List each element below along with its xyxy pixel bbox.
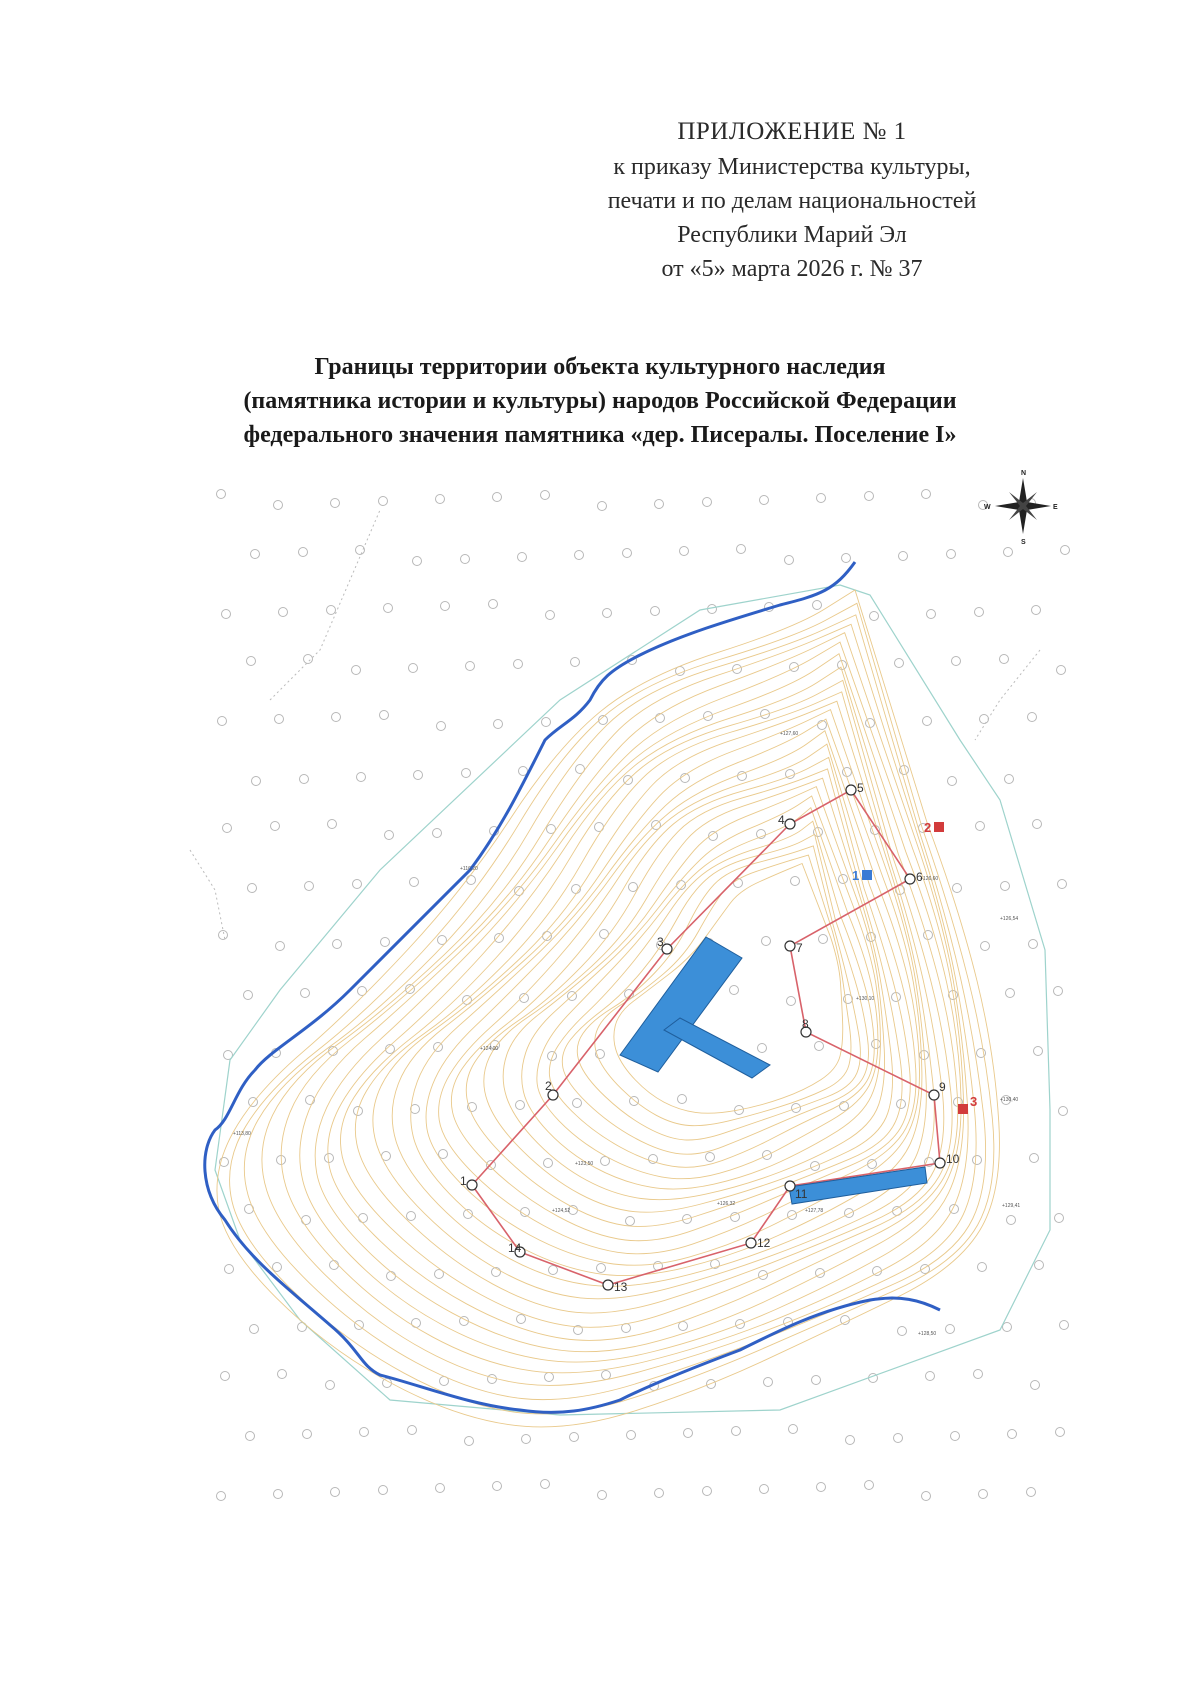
- dotted-line: [975, 650, 1040, 740]
- grid-marker: [332, 713, 341, 722]
- appendix-line-2: печати и по делам национальностей: [607, 188, 977, 214]
- grid-marker: [304, 655, 313, 664]
- contour-line: [340, 680, 952, 1327]
- elevation-label: +127,78: [805, 1208, 824, 1214]
- appendix-line-1: к приказу Министерства культуры,: [613, 154, 971, 180]
- compass-rose: [984, 470, 1058, 546]
- elevation-label: +116,20: [460, 866, 478, 872]
- grid-marker: [331, 1488, 340, 1497]
- grid-marker: [978, 1263, 987, 1272]
- grid-marker: [217, 490, 226, 499]
- elevation-label: +126,54: [1000, 916, 1019, 922]
- grid-marker: [381, 938, 390, 947]
- grid-marker: [225, 1265, 234, 1274]
- compass-e: E: [1053, 504, 1058, 511]
- grid-marker: [436, 495, 445, 504]
- grid-marker: [223, 824, 232, 833]
- grid-marker: [252, 777, 261, 786]
- grid-marker: [360, 1428, 369, 1437]
- elevation-label: +124,00: [480, 1046, 499, 1052]
- grid-marker: [731, 1213, 740, 1222]
- grid-marker: [764, 1378, 773, 1387]
- grid-marker: [271, 822, 280, 831]
- grid-marker: [760, 496, 769, 505]
- boundary-point-label: 6: [916, 870, 923, 884]
- contour-line: [614, 864, 843, 1114]
- grid-marker: [1061, 546, 1070, 555]
- grid-marker: [953, 884, 962, 893]
- grid-marker: [980, 715, 989, 724]
- grid-marker: [384, 604, 393, 613]
- grid-marker: [947, 550, 956, 559]
- grid-marker: [656, 714, 665, 723]
- grid-marker: [573, 1099, 582, 1108]
- boundary-point-label: 10: [946, 1152, 960, 1166]
- grid-marker: [706, 1153, 715, 1162]
- grid-marker: [299, 548, 308, 557]
- grid-marker: [441, 602, 450, 611]
- grid-marker: [1027, 1488, 1036, 1497]
- grid-marker: [626, 1217, 635, 1226]
- grid-marker: [437, 722, 446, 731]
- grid-marker: [407, 1212, 416, 1221]
- grid-marker: [412, 1319, 421, 1328]
- grid-marker: [300, 775, 309, 784]
- elevation-label: +130,40: [1000, 1097, 1019, 1103]
- grid-marker: [303, 1430, 312, 1439]
- grid-marker: [356, 546, 365, 555]
- grid-marker: [737, 545, 746, 554]
- grid-marker: [680, 547, 689, 556]
- grid-marker: [895, 659, 904, 668]
- grid-marker: [516, 1101, 525, 1110]
- grid-marker: [515, 887, 524, 896]
- grid-marker: [1060, 1321, 1069, 1330]
- grid-marker: [1054, 987, 1063, 996]
- compass-s: S: [1021, 539, 1026, 546]
- grid-marker: [678, 1095, 687, 1104]
- grid-marker: [436, 1484, 445, 1493]
- grid-marker: [651, 607, 660, 616]
- grid-marker: [759, 1271, 768, 1280]
- grid-marker: [1035, 1261, 1044, 1270]
- grid-marker: [549, 1266, 558, 1275]
- grid-marker: [1031, 1381, 1040, 1390]
- grid-marker: [845, 1209, 854, 1218]
- grid-marker: [352, 666, 361, 675]
- grid-marker: [411, 1105, 420, 1114]
- grid-marker: [218, 717, 227, 726]
- boundary-point-13: [603, 1280, 613, 1290]
- grid-marker: [274, 1490, 283, 1499]
- grid-marker: [927, 610, 936, 619]
- grid-marker: [379, 1486, 388, 1495]
- grid-marker: [981, 942, 990, 951]
- grid-marker: [684, 1429, 693, 1438]
- grid-marker: [494, 720, 503, 729]
- title-line-1: Границы территории объекта культурного наследия: [314, 354, 886, 380]
- grid-marker: [1033, 820, 1042, 829]
- elevation-label: +124,52: [552, 1208, 571, 1214]
- grid-marker: [359, 1214, 368, 1223]
- grid-marker: [409, 664, 418, 673]
- grid-marker: [815, 1042, 824, 1051]
- grid-marker: [330, 1261, 339, 1270]
- grid-marker: [951, 1432, 960, 1441]
- grid-marker: [1001, 882, 1010, 891]
- elevation-label: +123,50: [575, 1161, 594, 1167]
- marker-2-label: 2: [924, 820, 932, 835]
- contour-line: [217, 590, 999, 1427]
- grid-marker: [385, 831, 394, 840]
- grid-marker: [462, 769, 471, 778]
- contour-lines: [217, 590, 999, 1427]
- boundary-point-10: [935, 1158, 945, 1168]
- boundary-point-4: [785, 819, 795, 829]
- grid-marker: [570, 1433, 579, 1442]
- grid-marker: [841, 1316, 850, 1325]
- grid-marker: [1000, 655, 1009, 664]
- boundary-point-label: 13: [614, 1280, 628, 1294]
- grid-marker: [789, 1425, 798, 1434]
- grid-marker: [623, 549, 632, 558]
- grid-marker: [1057, 666, 1066, 675]
- grid-marker: [974, 1370, 983, 1379]
- grid-marker: [870, 612, 879, 621]
- grid-marker: [467, 876, 476, 885]
- grid-marker: [785, 556, 794, 565]
- grid-marker: [1029, 940, 1038, 949]
- grid-marker: [465, 1437, 474, 1446]
- marker-3-square: [958, 1104, 968, 1114]
- grid-marker: [703, 498, 712, 507]
- boundary-point-12: [746, 1238, 756, 1248]
- grid-marker: [819, 935, 828, 944]
- boundary-point-9: [929, 1090, 939, 1100]
- marker-3-label: 3: [970, 1094, 978, 1109]
- grid-marker: [1032, 606, 1041, 615]
- grid-marker: [787, 997, 796, 1006]
- grid-marker: [1028, 713, 1037, 722]
- grid-marker: [846, 1436, 855, 1445]
- grid-marker: [575, 551, 584, 560]
- marker-1-square: [862, 870, 872, 880]
- grid-marker: [248, 884, 257, 893]
- grid-marker: [489, 600, 498, 609]
- grid-marker: [326, 1381, 335, 1390]
- boundary-point-label: 11: [795, 1187, 808, 1201]
- boundary-point-label: 7: [796, 941, 803, 955]
- grid-marker: [276, 942, 285, 951]
- grid-marker: [325, 1154, 334, 1163]
- grid-marker: [1056, 1428, 1065, 1437]
- grid-marker: [221, 1372, 230, 1381]
- boundary-point-label: 4: [778, 813, 785, 827]
- grid-marker: [899, 552, 908, 561]
- grid-marker: [545, 1373, 554, 1382]
- grid-marker: [1004, 548, 1013, 557]
- appendix-number: ПРИЛОЖЕНИЕ № 1: [677, 118, 907, 145]
- grid-marker: [305, 882, 314, 891]
- dotted-line: [190, 850, 225, 940]
- grid-marker: [222, 610, 231, 619]
- grid-marker: [387, 1272, 396, 1281]
- grid-marker: [842, 554, 851, 563]
- grid-marker: [1005, 775, 1014, 784]
- grid-marker: [408, 1426, 417, 1435]
- grid-marker: [219, 931, 228, 940]
- grid-marker: [461, 555, 470, 564]
- grid-marker: [278, 1370, 287, 1379]
- grid-marker: [433, 829, 442, 838]
- boundary-point-5: [846, 785, 856, 795]
- grid-marker: [327, 606, 336, 615]
- grid-marker: [813, 601, 822, 610]
- site-map: [0, 470, 1200, 1560]
- contour-line: [577, 846, 860, 1140]
- boundary-point-7: [785, 941, 795, 951]
- grid-marker: [274, 501, 283, 510]
- grid-marker: [598, 502, 607, 511]
- grid-marker: [217, 1492, 226, 1501]
- title-line-2: (памятника истории и культуры) народов Российской Федерации: [243, 388, 957, 414]
- grid-marker: [522, 1435, 531, 1444]
- grid-marker: [872, 1040, 881, 1049]
- grid-marker: [973, 1156, 982, 1165]
- grid-marker: [1059, 1107, 1068, 1116]
- dotted-line: [270, 510, 380, 700]
- grid-marker: [302, 1216, 311, 1225]
- grid-marker: [730, 986, 739, 995]
- grid-marker: [518, 553, 527, 562]
- grid-marker: [975, 608, 984, 617]
- boundary-point-label: 8: [802, 1017, 809, 1031]
- grid-marker: [1034, 1047, 1043, 1056]
- grid-marker: [246, 1432, 255, 1441]
- grid-marker: [353, 880, 362, 889]
- grid-marker: [1006, 989, 1015, 998]
- grid-marker: [898, 1327, 907, 1336]
- contour-line: [355, 692, 943, 1313]
- grid-marker: [1008, 1430, 1017, 1439]
- grid-marker: [493, 1482, 502, 1491]
- grid-marker: [865, 1481, 874, 1490]
- grid-marker: [679, 1322, 688, 1331]
- grid-marker: [488, 1375, 497, 1384]
- elevation-label: +127,60: [780, 731, 799, 737]
- grid-marker: [493, 493, 502, 502]
- grid-marker: [948, 777, 957, 786]
- boundary-point-11: [785, 1181, 795, 1191]
- compass-w: W: [984, 504, 991, 511]
- boundary-point-6: [905, 874, 915, 884]
- grid-marker: [410, 878, 419, 887]
- elevation-label: +130,10: [856, 996, 875, 1002]
- grid-marker: [571, 658, 580, 667]
- grid-marker: [548, 1052, 557, 1061]
- grid-marker: [602, 1371, 611, 1380]
- grid-marker: [541, 1480, 550, 1489]
- marker-2: [924, 820, 944, 835]
- elevation-label: +113,80: [233, 1131, 251, 1137]
- grid-marker: [655, 500, 664, 509]
- grid-marker: [926, 1372, 935, 1381]
- boundary-point-1: [467, 1180, 477, 1190]
- grid-marker: [273, 1263, 282, 1272]
- grid-marker: [865, 492, 874, 501]
- grid-marker: [791, 877, 800, 886]
- grid-marker: [495, 934, 504, 943]
- grid-marker: [251, 550, 260, 559]
- grid-marker: [380, 711, 389, 720]
- grid-marker: [1055, 1214, 1064, 1223]
- grid-marker: [328, 820, 337, 829]
- appendix-header: [532, 118, 1052, 286]
- boundary-point-label: 1: [460, 1174, 467, 1188]
- grid-marker: [546, 611, 555, 620]
- grid-marker: [250, 1325, 259, 1334]
- grid-marker: [627, 1431, 636, 1440]
- grid-marker: [379, 497, 388, 506]
- appendix-line-4: от «5» марта 2026 г. № 37: [661, 256, 923, 282]
- grid-marker: [922, 490, 931, 499]
- grid-marker: [976, 822, 985, 831]
- grid-marker: [597, 1264, 606, 1273]
- grid-marker: [979, 1490, 988, 1499]
- grid-marker: [357, 773, 366, 782]
- grid-marker: [1007, 1216, 1016, 1225]
- grid-marker: [603, 609, 612, 618]
- grid-marker: [247, 657, 256, 666]
- boundary-point-label: 3: [657, 935, 664, 949]
- marker-1-label: 1: [852, 868, 860, 883]
- boundary-point-label: 12: [757, 1236, 771, 1250]
- grid-marker: [544, 1159, 553, 1168]
- grid-marker: [598, 1491, 607, 1500]
- grid-marker: [1003, 1323, 1012, 1332]
- elevation-label: +126,32: [717, 1201, 736, 1207]
- grid-marker: [1030, 1154, 1039, 1163]
- grid-marker: [655, 1489, 664, 1498]
- grid-marker: [817, 1483, 826, 1492]
- boundary-point-label: 14: [508, 1241, 522, 1255]
- excavation-trench-south: [789, 1167, 927, 1204]
- grid-marker: [301, 989, 310, 998]
- grid-marker: [414, 771, 423, 780]
- compass-n: N: [1021, 470, 1027, 477]
- grid-marker: [894, 1434, 903, 1443]
- grid-marker: [732, 1427, 741, 1436]
- grid-marker: [703, 1487, 712, 1496]
- boundary-point-label: 2: [545, 1079, 552, 1093]
- grid-marker: [758, 1044, 767, 1053]
- document-title: [120, 350, 1080, 452]
- grid-marker: [629, 883, 638, 892]
- grid-marker: [244, 991, 253, 1000]
- boundary-point-label: 9: [939, 1080, 946, 1094]
- grid-marker: [817, 494, 826, 503]
- grid-marker: [331, 499, 340, 508]
- grid-marker: [439, 1150, 448, 1159]
- grid-marker: [762, 937, 771, 946]
- grid-marker: [413, 557, 422, 566]
- marker-2-square: [934, 822, 944, 832]
- elevation-label: +128,50: [918, 1331, 937, 1337]
- grid-marker: [333, 940, 342, 949]
- grid-marker: [952, 657, 961, 666]
- grid-marker: [760, 1485, 769, 1494]
- grid-marker: [923, 717, 932, 726]
- grid-marker: [514, 660, 523, 669]
- grid-marker: [542, 718, 551, 727]
- grid-marker: [466, 662, 475, 671]
- grid-marker: [279, 608, 288, 617]
- excavation-trench-t-stem: [664, 1018, 770, 1078]
- grid-marker: [275, 715, 284, 724]
- grid-marker: [922, 1492, 931, 1501]
- grid-marker: [541, 491, 550, 500]
- appendix-line-3: Республики Марий Эл: [677, 222, 907, 248]
- elevation-label: +129,41: [1002, 1203, 1021, 1209]
- grid-marker: [517, 1315, 526, 1324]
- grid-marker: [812, 1376, 821, 1385]
- boundary-point-label: 5: [857, 781, 864, 795]
- title-line-3: федерального значения памятника «дер. Писералы. Поселение I»: [243, 422, 957, 448]
- elevation-label: +126,60: [920, 876, 939, 882]
- grid-marker: [946, 1325, 955, 1334]
- grid-marker: [1058, 880, 1067, 889]
